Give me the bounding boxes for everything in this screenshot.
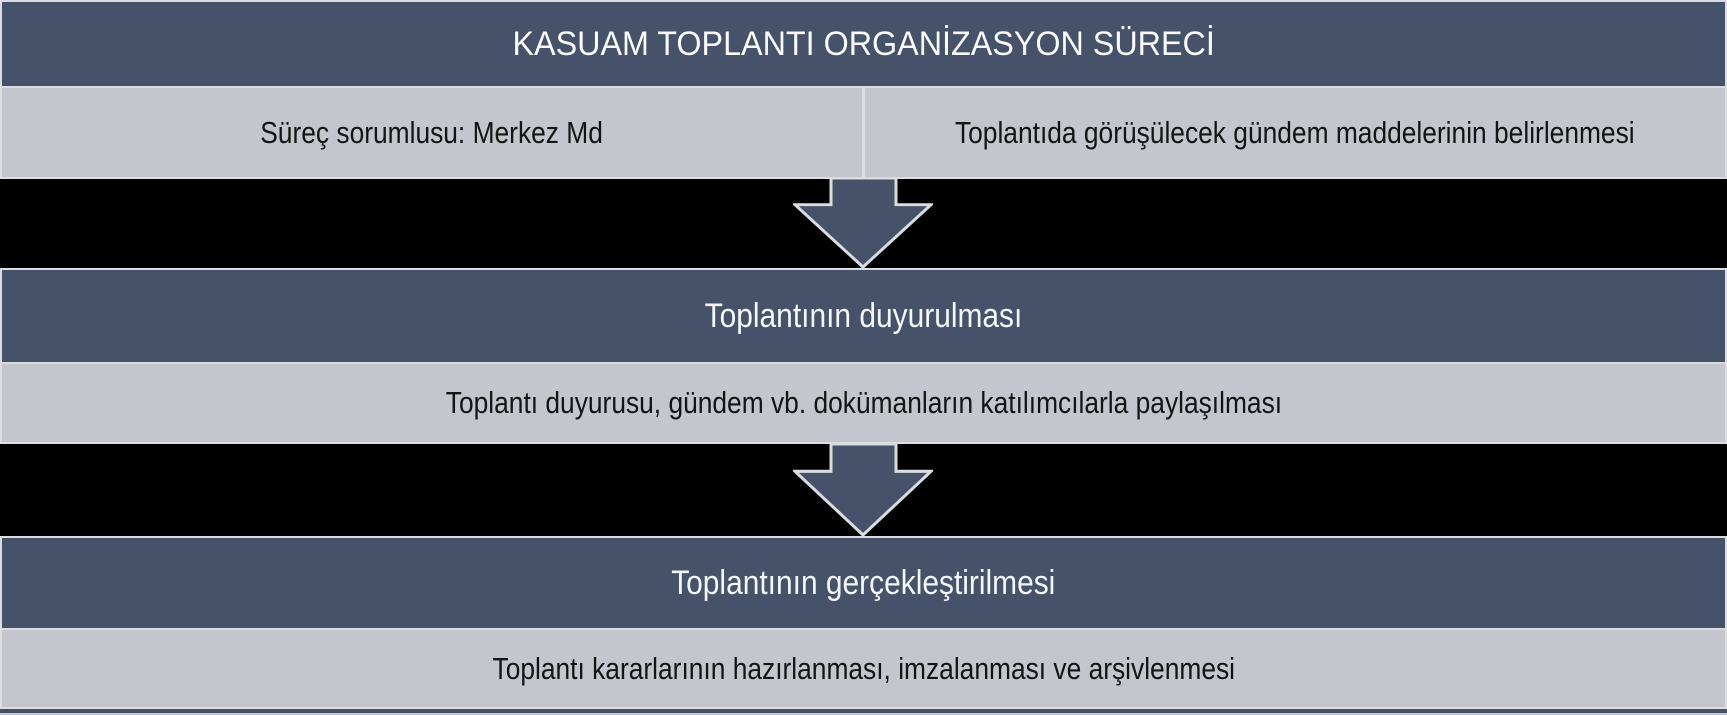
step-announcement-detail	[0, 364, 1727, 444]
agenda-label: Toplantıda görüşülecek gündem maddelerinin belirlenmesi	[955, 114, 1635, 150]
step-meeting-detail-label: Toplantı kararlarının hazırlanması, imzalanması ve arşivlenmesi	[492, 650, 1235, 686]
step-announcement-detail-label: Toplantı duyurusu, gündem vb. dokümanların katılımcılarla paylaşılması	[445, 385, 1282, 420]
diagram-title: KASUAM TOPLANTI ORGANİZASYON SÜRECİ	[512, 24, 1215, 63]
meta-row	[0, 88, 1727, 179]
process-owner-cell	[2, 88, 862, 177]
down-arrow-icon	[793, 443, 933, 537]
step-announcement-bar	[0, 268, 1727, 364]
diagram-title-bar	[0, 0, 1727, 88]
step-meeting-label: Toplantının gerçekleştirilmesi	[671, 563, 1056, 602]
step-announcement-label: Toplantının duyurulması	[704, 296, 1023, 335]
agenda-cell	[865, 88, 1725, 177]
process-owner-label: Süreç sorumlusu: Merkez Md	[260, 114, 604, 150]
down-arrow-icon	[793, 177, 933, 269]
step-meeting-bar	[0, 536, 1727, 630]
step-meeting-detail	[0, 630, 1727, 709]
